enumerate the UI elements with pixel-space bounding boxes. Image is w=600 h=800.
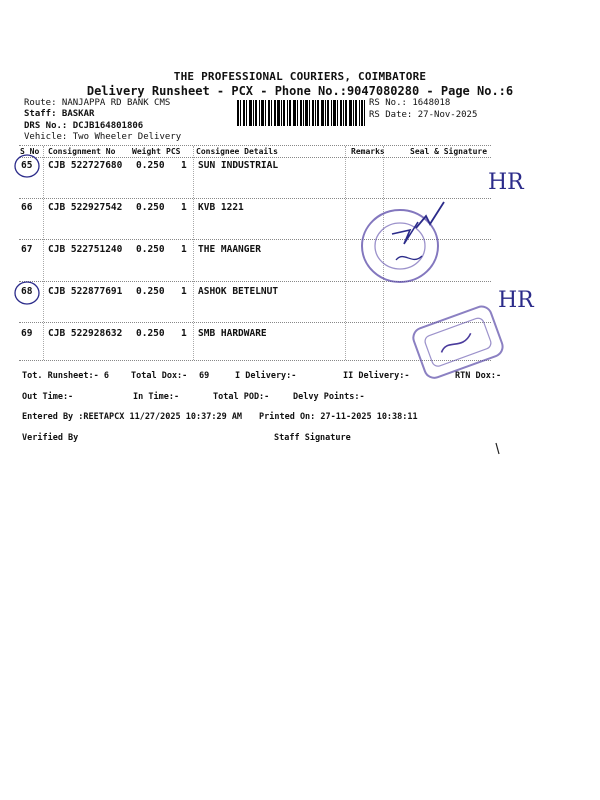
row-pcs: 1 bbox=[181, 160, 187, 171]
route-info: Route: NANJAPPA RD BANK CMS bbox=[24, 98, 171, 108]
row-consignment: CJB 522927542 bbox=[48, 202, 123, 213]
row-weight: 0.250 bbox=[136, 244, 165, 255]
row-consignment: CJB 522727680 bbox=[48, 160, 123, 171]
col-seal-signature: Seal & Signature bbox=[410, 147, 488, 156]
row-weight: 0.250 bbox=[136, 328, 165, 339]
row-sno: 65 bbox=[21, 160, 33, 171]
row-weight: 0.250 bbox=[136, 160, 165, 171]
col-sno: S No bbox=[20, 147, 40, 156]
signature-scribble bbox=[410, 196, 450, 236]
column-divider bbox=[193, 146, 194, 360]
row-sno: 68 bbox=[21, 286, 33, 297]
printed-on: Printed On: 27-11-2025 10:38:11 bbox=[259, 412, 418, 422]
total-pod: Total POD:- bbox=[213, 392, 270, 402]
pen-tick-mark bbox=[494, 442, 502, 456]
row-consignee: SUN INDUSTRIAL bbox=[198, 160, 279, 171]
delivery-points: Delvy Points:- bbox=[293, 392, 365, 402]
col-consignment: Consignment No bbox=[48, 147, 116, 156]
row-pcs: 1 bbox=[181, 286, 187, 297]
column-divider bbox=[43, 146, 44, 360]
table-top-rule bbox=[19, 145, 491, 146]
row-pcs: 1 bbox=[181, 244, 187, 255]
column-divider bbox=[345, 146, 346, 360]
row-weight: 0.250 bbox=[136, 286, 165, 297]
total-dox-value: 69 bbox=[199, 371, 210, 381]
row-sno: 67 bbox=[21, 244, 33, 255]
staff-signature: Staff Signature bbox=[274, 433, 351, 443]
total-runsheet: Tot. Runsheet:- 6 bbox=[22, 371, 109, 381]
row-weight: 0.250 bbox=[136, 202, 165, 213]
pen-circle-mark bbox=[12, 279, 42, 307]
vehicle-info: Vehicle: Two Wheeler Delivery bbox=[24, 132, 182, 142]
out-time: Out Time:- bbox=[22, 392, 74, 402]
row-pcs: 1 bbox=[181, 328, 187, 339]
row-consignee: ASHOK BETELNUT bbox=[198, 286, 279, 297]
i-delivery: I Delivery:- bbox=[235, 371, 297, 381]
rs-number: RS No.: 1648018 bbox=[369, 98, 451, 108]
col-consignee: Consignee Details bbox=[196, 147, 278, 156]
handwritten-initials: HR bbox=[498, 288, 534, 313]
barcode-image bbox=[237, 100, 365, 126]
total-dox-label: Total Dox:- bbox=[131, 371, 188, 381]
col-pcs: PCS bbox=[166, 147, 181, 156]
row-consignment: CJB 522751240 bbox=[48, 244, 123, 255]
row-pcs: 1 bbox=[181, 202, 187, 213]
col-remarks: Remarks bbox=[351, 147, 385, 156]
verified-by: Verified By bbox=[22, 433, 79, 443]
staff-info: Staff: BASKAR bbox=[24, 109, 95, 119]
pen-circle-mark bbox=[12, 152, 42, 180]
row-consignment: CJB 522877691 bbox=[48, 286, 123, 297]
header-rule bbox=[19, 157, 491, 158]
col-weight: Weight bbox=[132, 147, 161, 156]
row-consignee: THE MAANGER bbox=[198, 244, 261, 255]
rs-date: RS Date: 27-Nov-2025 bbox=[369, 110, 478, 120]
row-consignment: CJB 522928632 bbox=[48, 328, 123, 339]
row-consignee: SMB HARDWARE bbox=[198, 328, 267, 339]
row-consignee: KVB 1221 bbox=[198, 202, 244, 213]
in-time: In Time:- bbox=[133, 392, 180, 402]
ii-delivery: II Delivery:- bbox=[343, 371, 410, 381]
row-sno: 66 bbox=[21, 202, 33, 213]
drs-info: DRS No.: DCJB164801806 bbox=[24, 121, 144, 131]
company-title: THE PROFESSIONAL COURIERS, COIMBATORE bbox=[173, 70, 427, 83]
runsheet-title: Delivery Runsheet - PCX - Phone No.:9047080280 - Page No.:6 bbox=[86, 84, 514, 98]
row-sno: 69 bbox=[21, 328, 33, 339]
rtn-dox: RTN Dox:- bbox=[455, 371, 502, 381]
handwritten-initials: HR bbox=[488, 170, 524, 195]
entered-by: Entered By :REETAPCX 11/27/2025 10:37:29 AM bbox=[22, 412, 243, 422]
